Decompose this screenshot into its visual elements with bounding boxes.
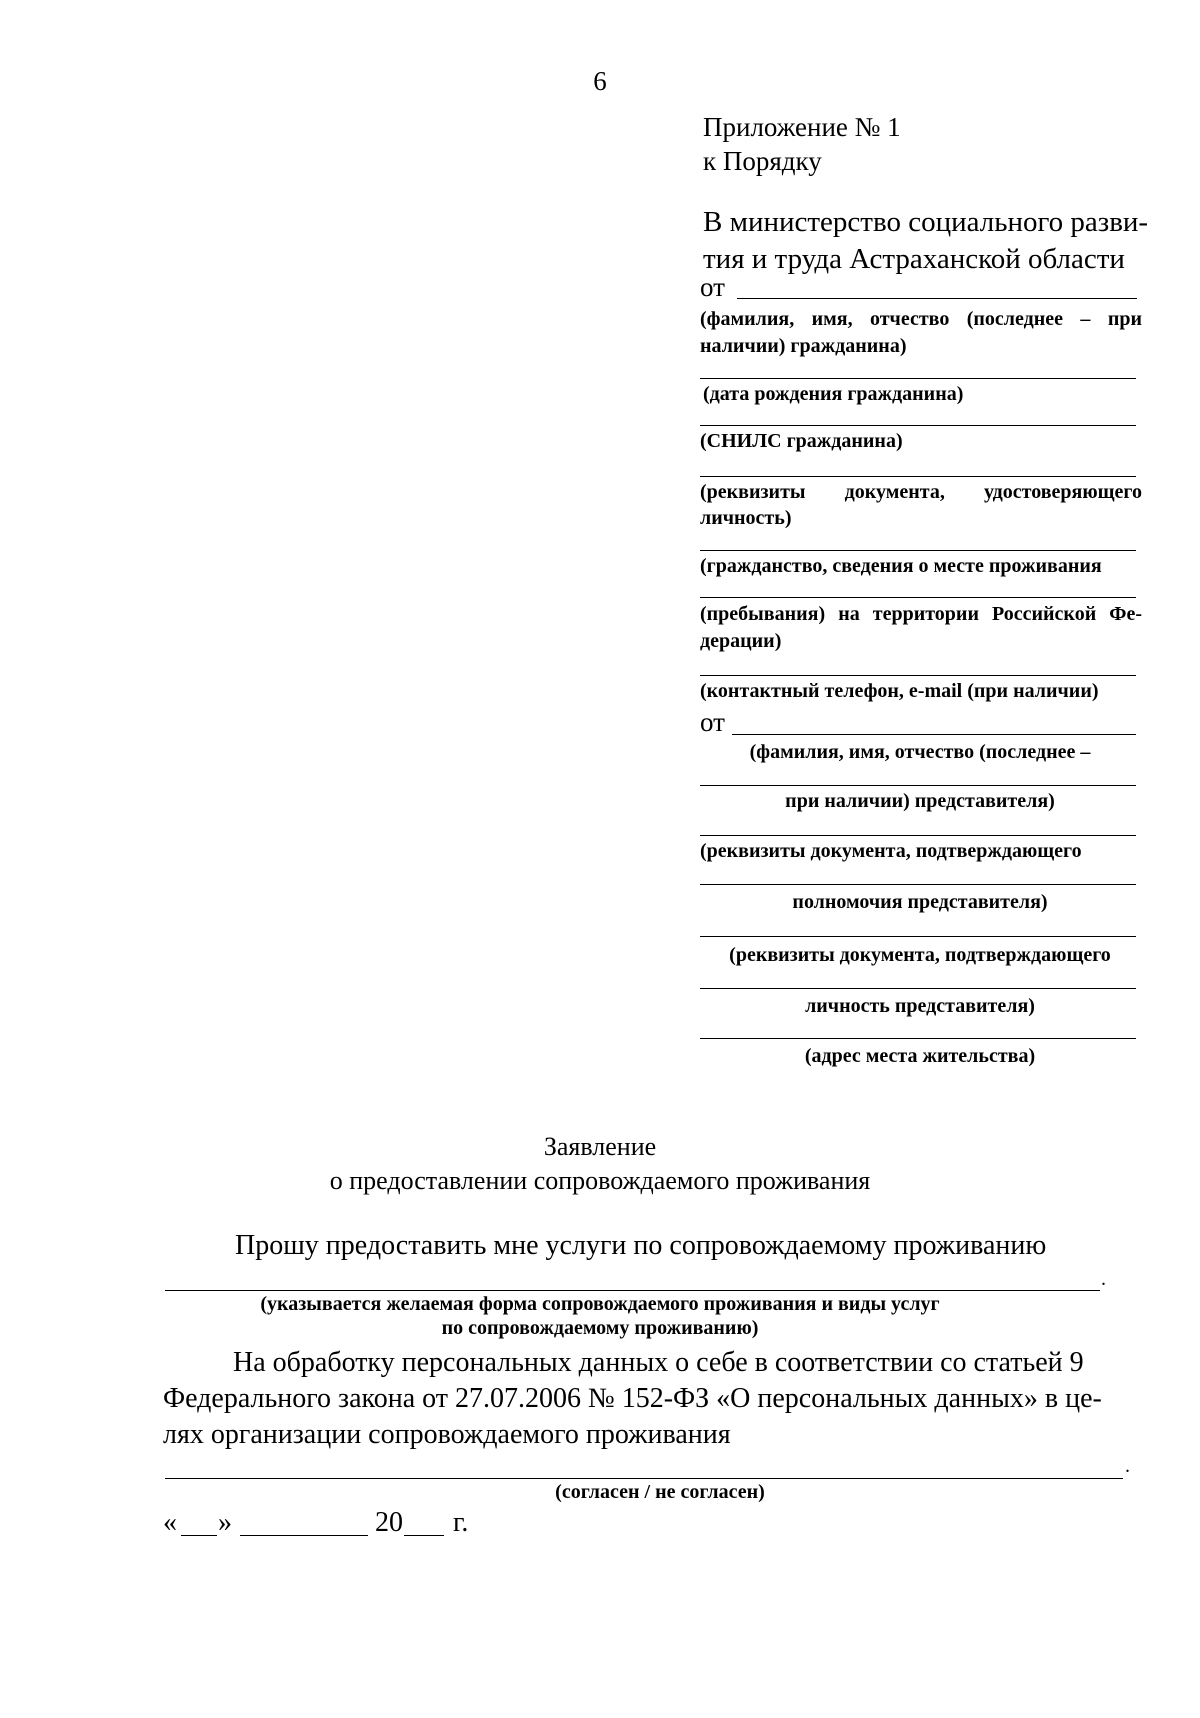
date-year-line[interactable] (404, 1535, 444, 1536)
address-line[interactable] (700, 1038, 1136, 1039)
rep-authority-caption-2: полномочия представителя) (792, 891, 1048, 913)
rep-authority-line[interactable] (700, 835, 1136, 836)
address-caption: (адрес места жительства) (804, 1045, 1036, 1067)
rep-name-caption-2: при наличии) представителя) (785, 790, 1055, 812)
rep-name-line-2[interactable] (700, 785, 1136, 786)
rep-authority-line-2[interactable] (700, 884, 1136, 885)
citizen-name-line[interactable] (737, 298, 1137, 299)
appendix-subtitle: к Порядку (703, 146, 822, 176)
rep-id-caption-1: (реквизиты документа, подтверждающего (729, 944, 1111, 966)
citizenship-caption-2: (пребывания) на территории Российской Фе- (700, 603, 1142, 625)
consent-line[interactable] (165, 1478, 1123, 1479)
contacts-caption: (контактный телефон, e-mail (при наличии) (700, 680, 1099, 702)
rep-name-line[interactable] (732, 734, 1136, 735)
request-text: Прошу предоставить мне услуги по сопровождаемому проживанию (235, 1230, 1047, 1261)
rep-id-line-2[interactable] (700, 988, 1136, 989)
date-day-line[interactable] (181, 1535, 217, 1536)
recipient-line-1: В министерство социального разви- (703, 206, 1149, 238)
id-doc-caption-2: личность) (700, 507, 792, 529)
from-label: от (700, 272, 725, 302)
consent-line-2: Федерального закона от 27.07.2006 № 152-ФЗ «О персональных данных» в це- (163, 1383, 1102, 1414)
date-month-line[interactable] (240, 1535, 368, 1536)
request-note-1: (указывается желаемая форма сопровождаемого проживания и виды услуг (260, 1293, 940, 1315)
recipient-line-2: тия и труда Астраханской области (703, 243, 1125, 275)
request-period: . (1101, 1268, 1106, 1290)
rep-id-line[interactable] (700, 936, 1136, 937)
consent-period: . (1125, 1455, 1130, 1477)
date-year-suffix: г. (453, 1507, 469, 1538)
rep-name-caption-1: (фамилия, имя, отчество (последнее – (749, 741, 1091, 763)
page-number: 6 (593, 66, 607, 96)
consent-line-1: На обработку персональных данных о себе в соответствии со статьей 9 (233, 1347, 1084, 1378)
snils-line[interactable] (700, 425, 1136, 426)
request-note-2: по сопровождаемому проживанию) (441, 1317, 759, 1339)
citizenship-caption-3: дерации) (700, 630, 782, 652)
citizen-name-caption-1: (фамилия, имя, отчество (последнее – при (700, 308, 1142, 330)
contacts-line[interactable] (700, 675, 1136, 676)
statement-title: Заявление (543, 1132, 657, 1161)
rep-authority-caption-1: (реквизиты документа, подтверждающего (700, 840, 1082, 862)
statement-subtitle: о предоставлении сопровождаемого проживания (329, 1166, 871, 1195)
birth-date-line[interactable] (700, 378, 1136, 379)
citizenship-line-2[interactable] (700, 597, 1136, 598)
appendix-title: Приложение № 1 (703, 112, 901, 142)
snils-caption: (СНИЛС гражданина) (700, 430, 903, 452)
request-line[interactable] (165, 1290, 1100, 1291)
date-year-prefix: 20 (375, 1507, 403, 1538)
citizen-name-caption-2: наличии) гражданина) (700, 335, 907, 357)
rep-from-label: от (700, 707, 725, 737)
citizenship-line-1[interactable] (700, 550, 1136, 551)
id-doc-caption-1: (реквизиты документа, удостоверяющего (700, 481, 1142, 503)
date-open-quote: « (163, 1507, 177, 1538)
consent-line-3: лях организации сопровождаемого проживания (163, 1419, 731, 1450)
rep-id-caption-2: личность представителя) (805, 995, 1035, 1017)
date-close-quote: » (218, 1507, 232, 1538)
id-doc-line[interactable] (700, 476, 1136, 477)
birth-date-caption: (дата рождения гражданина) (703, 383, 964, 405)
citizenship-caption-1: (гражданство, сведения о месте проживания (700, 555, 1102, 577)
consent-note: (согласен / не согласен) (555, 1481, 765, 1503)
